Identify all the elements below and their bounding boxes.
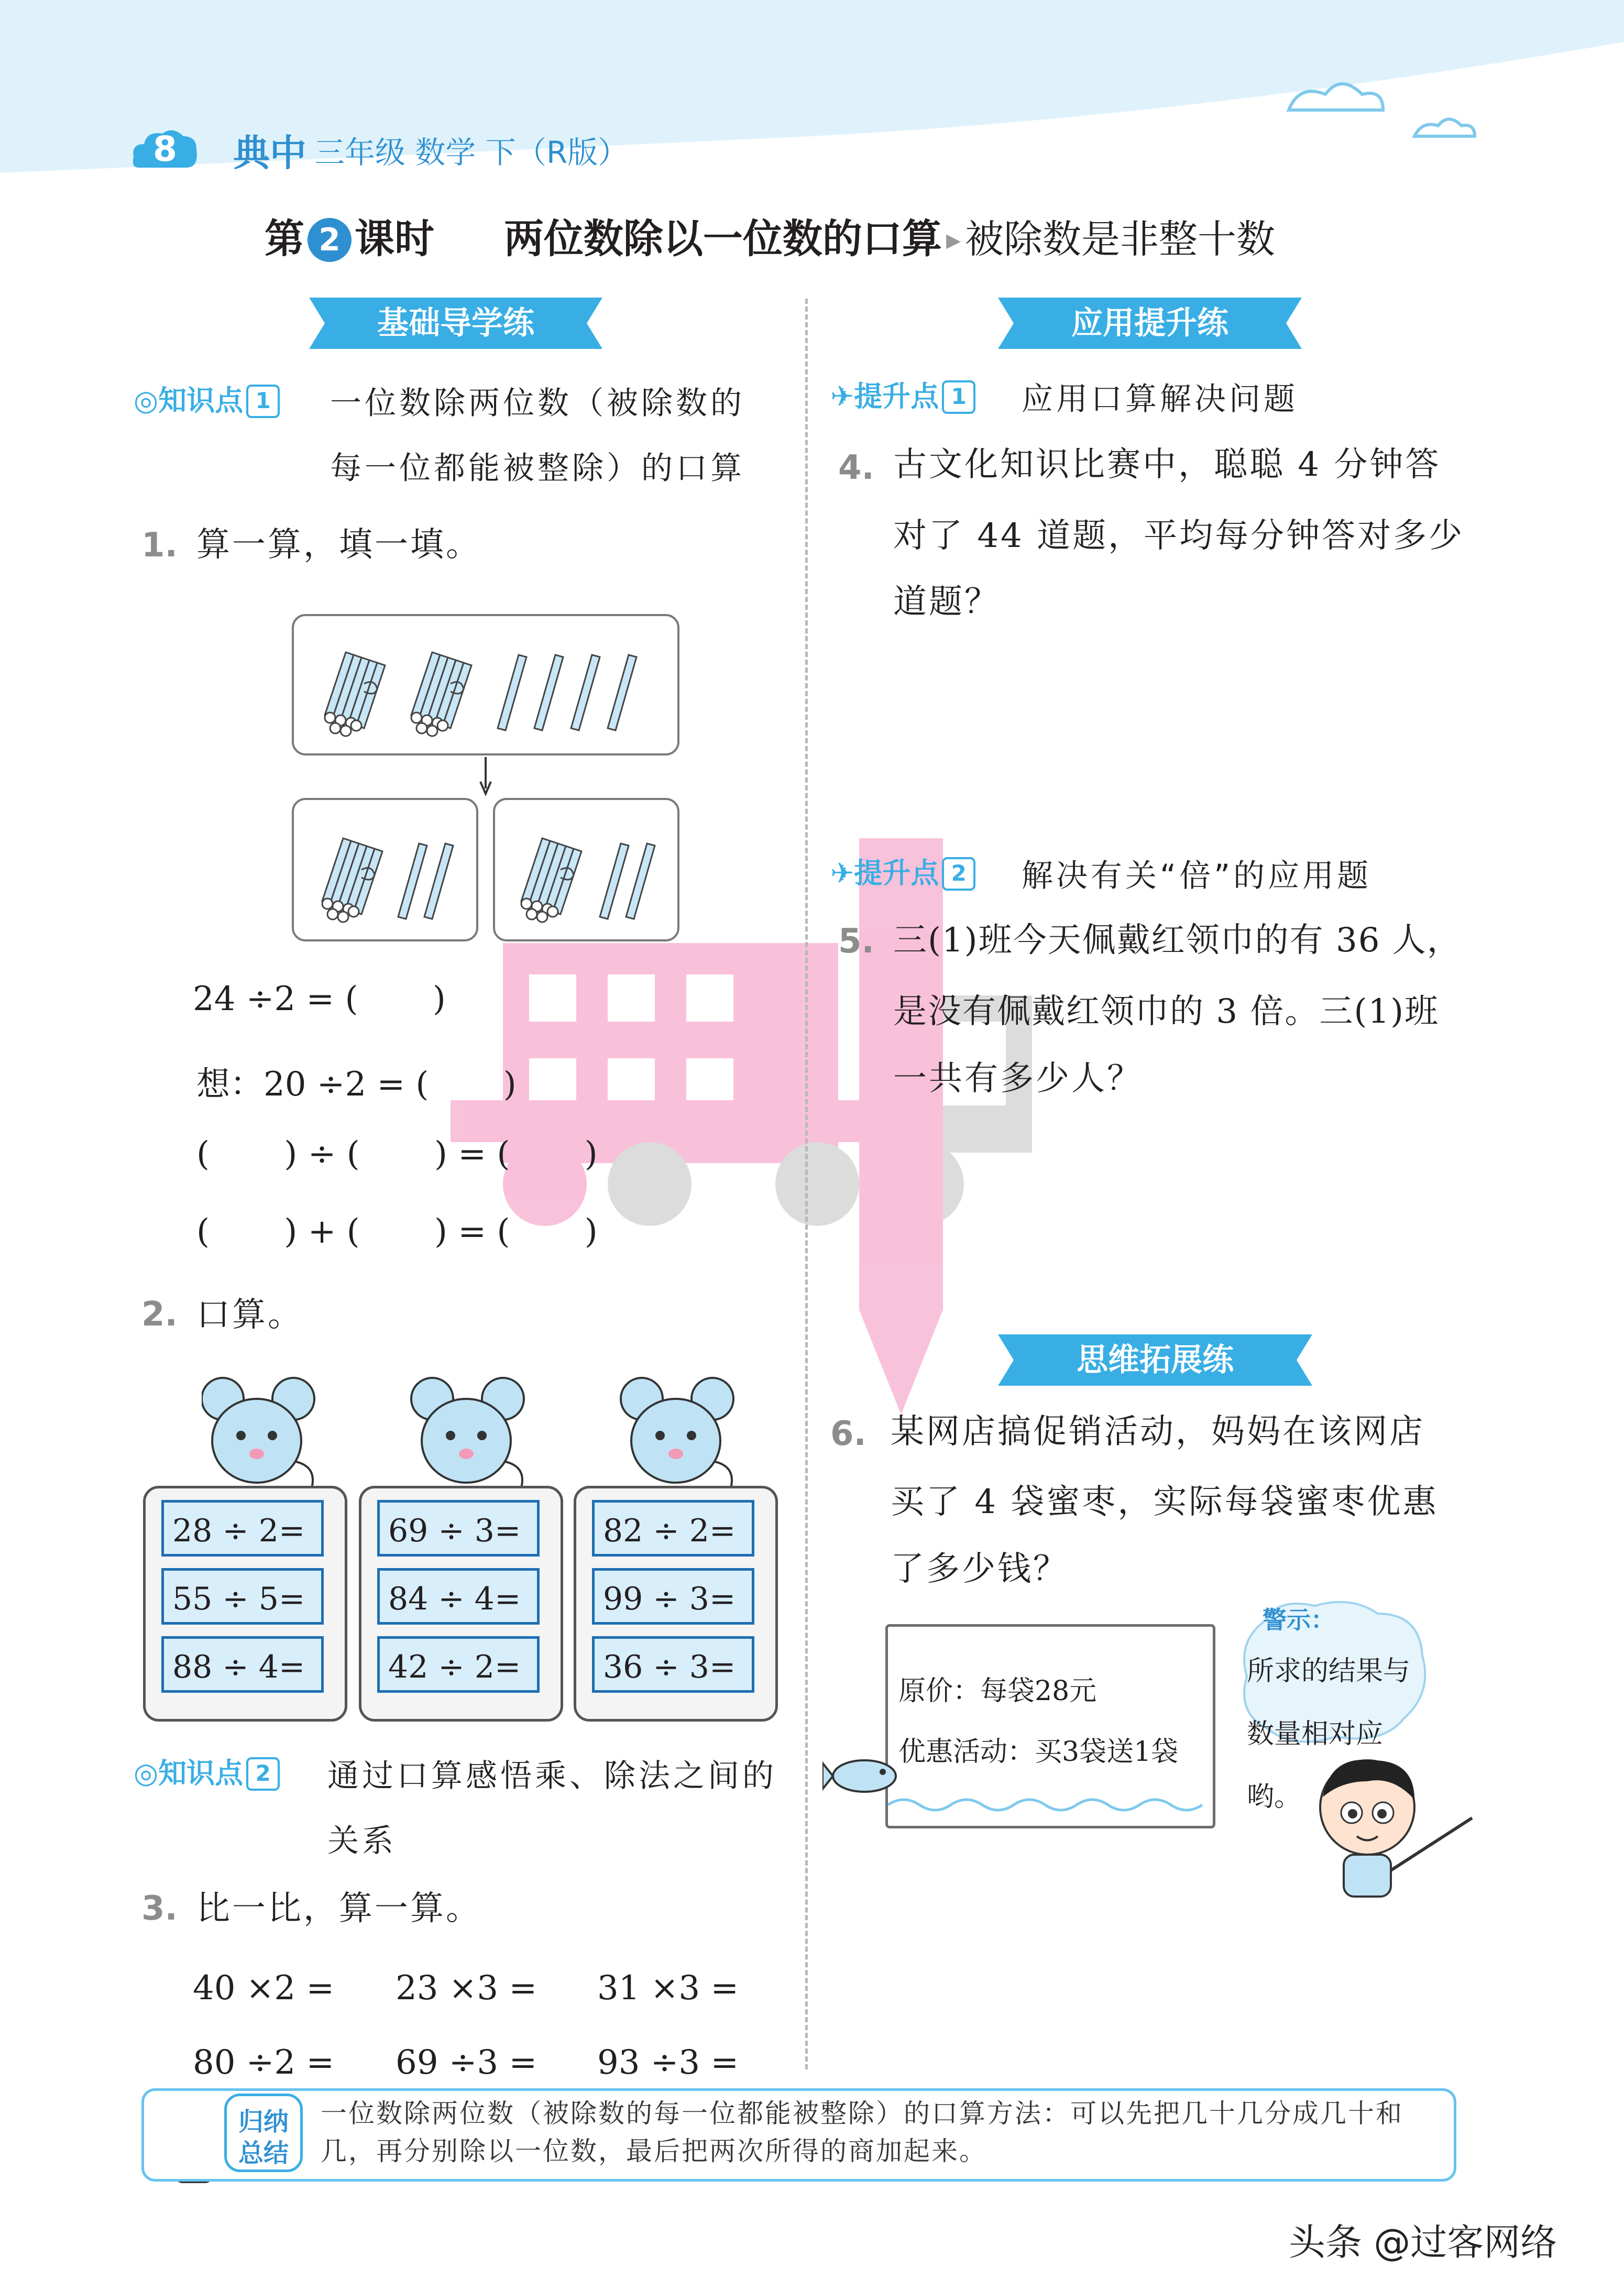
q1-equation-3: ( ) ÷ ( ) = ( ) [196,1135,598,1174]
lesson-subtitle: 被除数是非整十数 [965,217,1276,262]
q5-line1: 三(1)班今天佩戴红领巾的有 36 人， [893,921,1462,960]
up2-number: 2 [942,857,975,891]
target-icon: ◎ [134,1757,159,1790]
q2-text: 口算。 [196,1296,303,1334]
kp1-tag-label: 知识点 [158,384,244,417]
q6-number: 6. [830,1415,866,1453]
calc-cell: 84 ÷ 4= [377,1568,540,1625]
section-banner-basic [309,298,602,349]
tip-title: 警示： [1263,1606,1335,1634]
tip-line-1: 所求的结果与 [1247,1656,1411,1687]
kp2-tag-label: 知识点 [158,1757,244,1790]
page-number-badge [131,126,199,173]
summary-text: 一位数除两位数（被除数的每一位都能被整除）的口算方法：可以先把几十几分成几十和几，再分别除以一位数，最后把两次所得的商加起来。 [321,2098,1403,2166]
kp2-line1: 通过口算感悟乘、除法之间的 [327,1758,777,1794]
up2-tag-label: 提升点 [854,857,939,890]
calc-cell: 99 ÷ 3= [592,1568,754,1625]
column-divider [805,299,808,2069]
q6-line2: 买了 4 袋蜜枣，实际每袋蜜枣优惠 [891,1483,1439,1521]
q3-row1-b: 23 ×3 = [396,1969,537,2008]
kp2-tag [134,1757,280,1790]
sticks-diagram [291,613,684,948]
summary-tag-line1: 归纳 [238,2107,289,2136]
section-banner-apply [998,298,1302,349]
section-banner-thinking [998,1334,1312,1386]
target-icon: ◎ [134,384,159,417]
calc-cell: 88 ÷ 4= [161,1636,324,1693]
summary-tag [224,2094,303,2172]
up1-text: 应用口算解决问题 [1022,381,1298,418]
q1-equation-1: 24 ÷2 = ( ) [193,980,446,1018]
q3-number: 3. [141,1889,178,1928]
calc-card-2 [359,1486,563,1722]
fish-icon [822,1739,906,1807]
calc-card-3 [574,1486,778,1722]
arrow-icon: ▸ [946,223,961,257]
upgrade-point-1 [830,374,975,414]
q3-row2-a: 80 ÷2 = [193,2043,335,2082]
calc-cell: 42 ÷ 2= [377,1636,540,1693]
q6-line1: 某网店搞促销活动，妈妈在该网店 [891,1412,1425,1451]
q3-row1-a: 40 ×2 = [193,1969,335,2008]
up2-text: 解决有关“倍”的应用题 [1022,858,1372,894]
summary-tag-line2: 总结 [238,2139,289,2168]
source-credit: 头条 @过客网络 [1289,2221,1557,2264]
section-title-thinking: 思维拓展练 [1077,1342,1234,1378]
lesson-suffix: 课时 [355,215,434,262]
lesson-title [265,207,1417,264]
calc-card-1 [143,1486,347,1722]
kp2-number: 2 [246,1757,280,1791]
q4-line2: 对了 44 道题，平均每分钟答对多少 [893,517,1465,555]
upgrade-point-2 [830,851,975,891]
mouse-mascots [202,1373,799,1493]
cloud-icon [1289,84,1475,136]
lesson-main-title: 两位数除以一位数的口算 [503,215,942,262]
q3-row2-c: 93 ÷3 = [597,2043,739,2082]
q5-line3: 一共有多少人？ [893,1059,1143,1098]
q1-text: 算一算，填一填。 [196,525,481,564]
lesson-number: 2 [308,218,352,262]
book-title: 三年级 数学 下（R版） [314,135,629,170]
kp1-tag [134,384,280,417]
knowledge-point-2 [134,1751,280,1791]
q1-number: 1. [141,526,178,565]
q3-text: 比一比，算一算。 [196,1889,481,1928]
calc-cell: 28 ÷ 2= [161,1500,324,1557]
price-original: 原价：每袋28元 [898,1675,1097,1707]
kp1-line2: 每一位都能被整除）的口算 [330,450,745,487]
price-notice-board [885,1624,1215,1828]
section-title-apply: 应用提升练 [1071,305,1228,342]
rocket-icon: ✈ [830,857,854,890]
q4-line1: 古文化知识比赛中，聪聪 4 分钟答 [893,445,1441,484]
kp1-line1: 一位数除两位数（被除数的 [330,385,745,422]
q4-line3: 道题？ [893,583,1000,621]
up1-number: 1 [942,380,975,414]
q1-equation-2: 想：20 ÷2 = ( ) [196,1065,517,1104]
price-promotion: 优惠活动：买3袋送1袋 [898,1736,1179,1768]
q5-line2: 是没有佩戴红领巾的 3 倍。三(1)班 [893,992,1440,1031]
q6-line3: 了多少钱？ [891,1550,1069,1588]
mouse-icon [202,1378,314,1488]
q4-number: 4. [838,448,874,487]
wave-decoration [888,1784,1208,1821]
knowledge-point-1 [134,378,280,419]
calc-cell: 55 ÷ 5= [161,1568,324,1625]
bottom-left-box [293,799,477,940]
kp1-number: 1 [246,385,280,418]
page-number: 8 [153,129,177,169]
lesson-prefix: 第 [265,215,304,262]
calc-cell: 69 ÷ 3= [377,1500,540,1557]
q3-row2-b: 69 ÷3 = [396,2043,537,2082]
boy-with-pointer-icon [1299,1750,1488,1907]
up1-tag-label: 提升点 [854,380,939,413]
bottom-right-box [494,799,678,940]
calc-cell: 82 ÷ 2= [592,1500,754,1557]
rocket-icon: ✈ [830,380,854,413]
section-title-basic: 基础导学练 [377,305,534,342]
brand-logo: 典中 [233,132,306,174]
q5-number: 5. [838,922,874,961]
q2-number: 2. [141,1295,178,1334]
tip-line-2: 数量相对应哟。 [1247,1718,1384,1813]
calc-cell: 36 ÷ 3= [592,1636,754,1693]
kp2-line2: 关系 [327,1823,397,1859]
q3-row1-c: 31 ×3 = [597,1969,739,2008]
q1-equation-4: ( ) + ( ) = ( ) [196,1212,598,1251]
